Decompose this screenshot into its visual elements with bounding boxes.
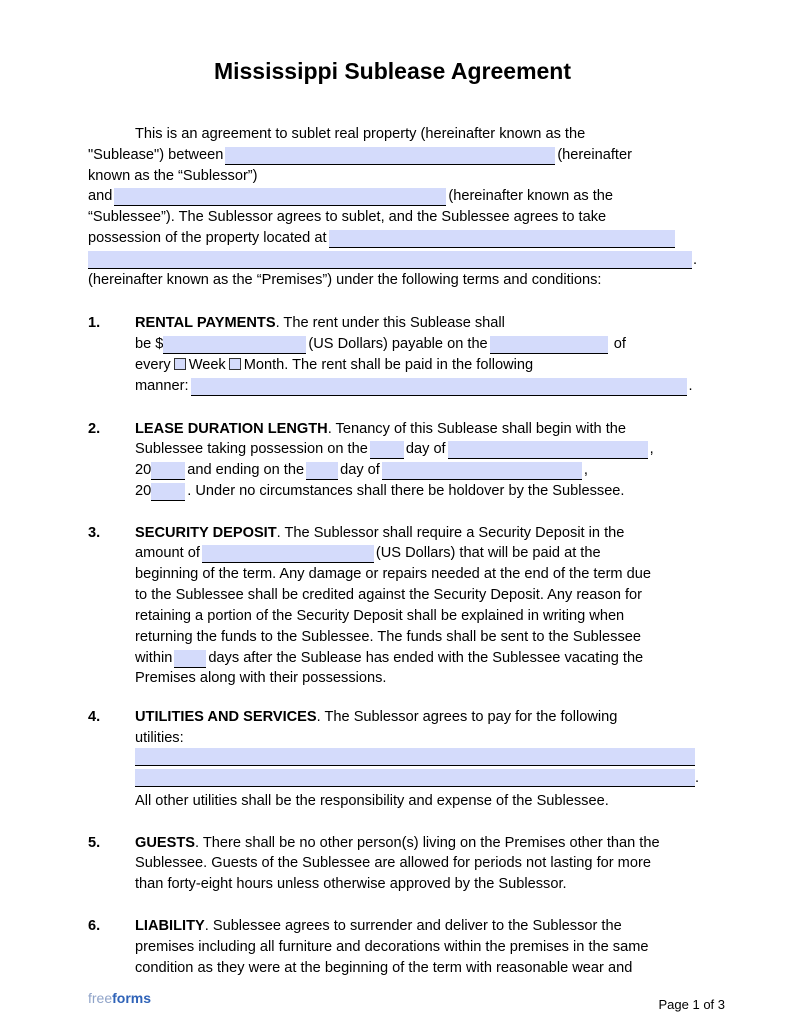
end-day-field[interactable] bbox=[306, 462, 338, 480]
week-checkbox[interactable] bbox=[174, 358, 186, 370]
section-6-line-1: LIABILITY. Sublessee agrees to surrender and deliver to the Sublessor the bbox=[135, 918, 622, 934]
section-5-line-1: GUESTS. There shall be no other person(s) living on the Premises other than the bbox=[135, 835, 660, 851]
freeforms-logo: freeforms bbox=[88, 990, 152, 1006]
intro-line-7-end: . bbox=[693, 252, 698, 268]
section-6-number: 6. bbox=[88, 918, 101, 934]
start-day-field[interactable] bbox=[370, 441, 404, 459]
utilities-field-2[interactable] bbox=[135, 769, 695, 787]
section-4-line-4: All other utilities shall be the responsibility and expense of the Sublessee. bbox=[135, 793, 609, 809]
section-3-line-3: beginning of the term. Any damage or repairs needed at the end of the term due bbox=[135, 566, 651, 582]
payment-manner-field[interactable] bbox=[191, 378, 687, 396]
section-3-line-2: amount of (US Dollars) that will be paid at the bbox=[135, 545, 601, 561]
end-year-field[interactable] bbox=[151, 483, 185, 501]
section-3-heading: SECURITY DEPOSIT bbox=[135, 525, 277, 541]
section-1-line-1: RENTAL PAYMENTS. The rent under this Sublease shall bbox=[135, 315, 505, 331]
end-month-field[interactable] bbox=[382, 462, 582, 480]
sublessor-name-field[interactable] bbox=[225, 147, 555, 165]
section-1-number: 1. bbox=[88, 315, 101, 331]
intro-line-2: "Sublease") between (hereinafter bbox=[88, 147, 632, 163]
start-month-field[interactable] bbox=[448, 441, 648, 459]
section-4-number: 4. bbox=[88, 709, 101, 725]
section-3-line-8: Premises along with their possessions. bbox=[135, 670, 387, 686]
section-2-number: 2. bbox=[88, 421, 101, 437]
section-3-line-7: within days after the Sublease has ended with the Sublessee vacating the bbox=[135, 650, 644, 666]
section-6-heading: LIABILITY bbox=[135, 918, 205, 934]
section-2-line-3: 20 and ending on the day of , bbox=[135, 462, 588, 478]
start-year-field[interactable] bbox=[151, 462, 185, 480]
section-3-line-5: retaining a portion of the Security Deposit shall be explained in writing when bbox=[135, 608, 625, 624]
month-checkbox[interactable] bbox=[229, 358, 241, 370]
section-2-heading: LEASE DURATION LENGTH bbox=[135, 421, 328, 437]
section-3-line-4: to the Sublessee shall be credited against the Security Deposit. Any reason for bbox=[135, 587, 643, 603]
intro-line-5: “Sublessee”). The Sublessor agrees to sublet, and the Sublessee agrees to take bbox=[88, 209, 607, 225]
intro-line-3: known as the “Sublessor”) bbox=[88, 168, 258, 184]
deposit-amount-field[interactable] bbox=[202, 545, 374, 563]
section-3-line-6: returning the funds to the Sublessee. The funds shall be sent to the Sublessee bbox=[135, 629, 641, 645]
property-address-field-2[interactable] bbox=[88, 251, 692, 269]
sublessee-name-field[interactable] bbox=[114, 188, 446, 206]
section-4-line-1: UTILITIES AND SERVICES. The Sublessor agrees to pay for the following bbox=[135, 709, 618, 725]
section-6-line-3: condition as they were at the beginning of the term with reasonable wear and bbox=[135, 960, 633, 976]
document-title: Mississippi Sublease Agreement bbox=[213, 58, 572, 84]
rent-amount-field[interactable] bbox=[163, 336, 306, 354]
section-2-line-2: Sublessee taking possession on the day of , bbox=[135, 441, 654, 457]
intro-line-4: and (hereinafter known as the bbox=[88, 188, 614, 204]
page-number: Page 1 of 3 bbox=[658, 997, 725, 1012]
section-1-line-3: every Week Month. The rent shall be paid in the following bbox=[135, 357, 534, 373]
intro-line-6: possession of the property located at bbox=[88, 228, 677, 248]
property-address-field-1[interactable] bbox=[329, 230, 675, 248]
section-6-line-2: premises including all furniture and decorations within the premises in the same bbox=[135, 939, 649, 955]
section-5-number: 5. bbox=[88, 835, 101, 851]
section-2-line-1: LEASE DURATION LENGTH. Tenancy of this Sublease shall begin with the bbox=[135, 421, 626, 437]
rent-due-day-field[interactable] bbox=[490, 336, 608, 354]
section-5-heading: GUESTS bbox=[135, 835, 196, 851]
section-4-line-2: utilities: bbox=[135, 730, 184, 746]
utilities-end-period: . bbox=[695, 770, 700, 786]
section-3-number: 3. bbox=[88, 525, 101, 541]
intro-line-8: (hereinafter known as the “Premises”) under the following terms and conditions: bbox=[88, 272, 602, 288]
section-3-line-1: SECURITY DEPOSIT. The Sublessor shall require a Security Deposit in the bbox=[135, 525, 625, 541]
section-4-heading: UTILITIES AND SERVICES bbox=[135, 709, 317, 725]
section-2-line-4: 20 . Under no circumstances shall there be holdover by the Sublessee. bbox=[135, 483, 625, 499]
section-5-line-3: than forty-eight hours unless otherwise approved by the Sublessor. bbox=[135, 876, 567, 892]
deposit-return-days-field[interactable] bbox=[174, 650, 206, 668]
utilities-field-1[interactable] bbox=[135, 748, 695, 766]
intro-line-1: This is an agreement to sublet real property (hereinafter known as the bbox=[135, 126, 586, 142]
section-1-line-2: be $ (US Dollars) payable on the of bbox=[135, 336, 626, 352]
section-1-heading: RENTAL PAYMENTS bbox=[135, 315, 276, 331]
section-5-line-2: Sublessee. Guests of the Sublessee are allowed for periods not lasting for more bbox=[135, 855, 651, 871]
section-1-line-4: manner: . bbox=[135, 378, 693, 394]
